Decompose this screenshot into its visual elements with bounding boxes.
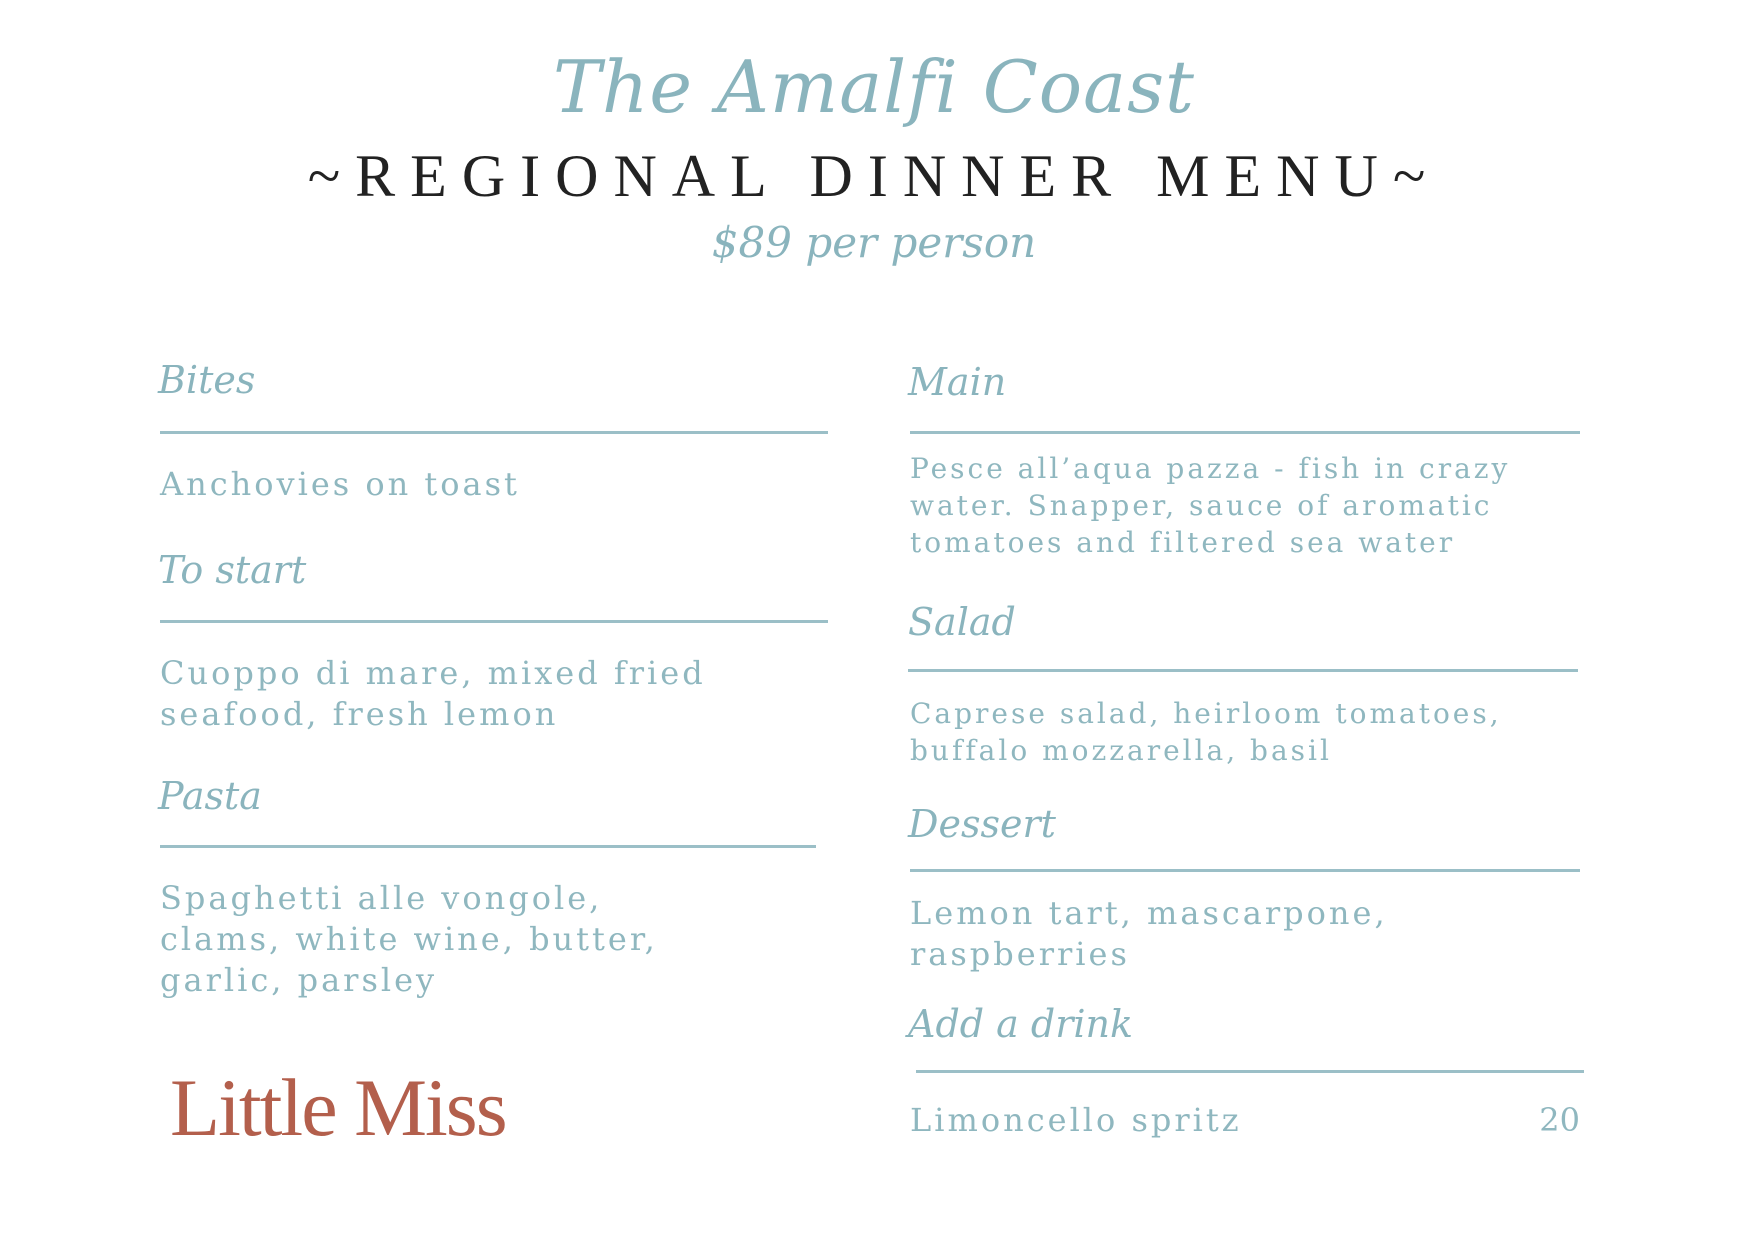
section-rule-to-start [160,620,828,623]
menu-item-to-start-line-1: Cuoppo di mare, mixed fried [160,654,706,692]
drink-price: 20 [1539,1101,1580,1139]
menu-price: $89 per person [711,218,1037,267]
menu-item-bites: Anchovies on toast [160,465,520,503]
brand-logo: Little Miss [170,1062,506,1153]
section-heading-bites: Bites [158,358,256,402]
menu-title: The Amalfi Coast [553,45,1195,129]
menu-item-pasta-line-2: clams, white wine, butter, [160,920,658,958]
section-heading-dessert: Dessert [908,802,1056,846]
section-heading-to-start: To start [158,548,307,592]
menu-item-main-line-1: Pesce all’aqua pazza - fish in crazy [910,452,1511,485]
menu-item-main-line-2: water. Snapper, sauce of aromatic [910,489,1493,522]
menu-item-salad-line-2: buffalo mozzarella, basil [910,734,1332,767]
menu-item-pasta-line-1: Spaghetti alle vongole, [160,879,603,917]
menu-item-drink: Limoncello spritz [910,1101,1242,1139]
section-heading-drink: Add a drink [908,1002,1134,1046]
menu-item-to-start-line-2: seafood, fresh lemon [160,695,559,733]
section-rule-main [910,431,1580,434]
menu-item-pasta-line-3: garlic, parsley [160,961,438,999]
menu-item-salad-line-1: Caprese salad, heirloom tomatoes, [910,697,1502,730]
section-rule-bites [160,431,828,434]
section-heading-main: Main [908,360,1007,404]
section-heading-pasta: Pasta [158,774,262,818]
section-rule-pasta [160,845,816,848]
menu-item-dessert-line-1: Lemon tart, mascarpone, [910,894,1388,932]
section-rule-dessert [910,869,1580,872]
menu-item-dessert-line-2: raspberries [910,935,1130,973]
menu-subtitle: ~REGIONAL DINNER MENU~ [307,143,1441,209]
menu-item-main-line-3: tomatoes and filtered sea water [910,526,1456,559]
section-heading-salad: Salad [908,600,1016,644]
section-rule-drink [916,1070,1584,1073]
section-rule-salad [908,669,1578,672]
